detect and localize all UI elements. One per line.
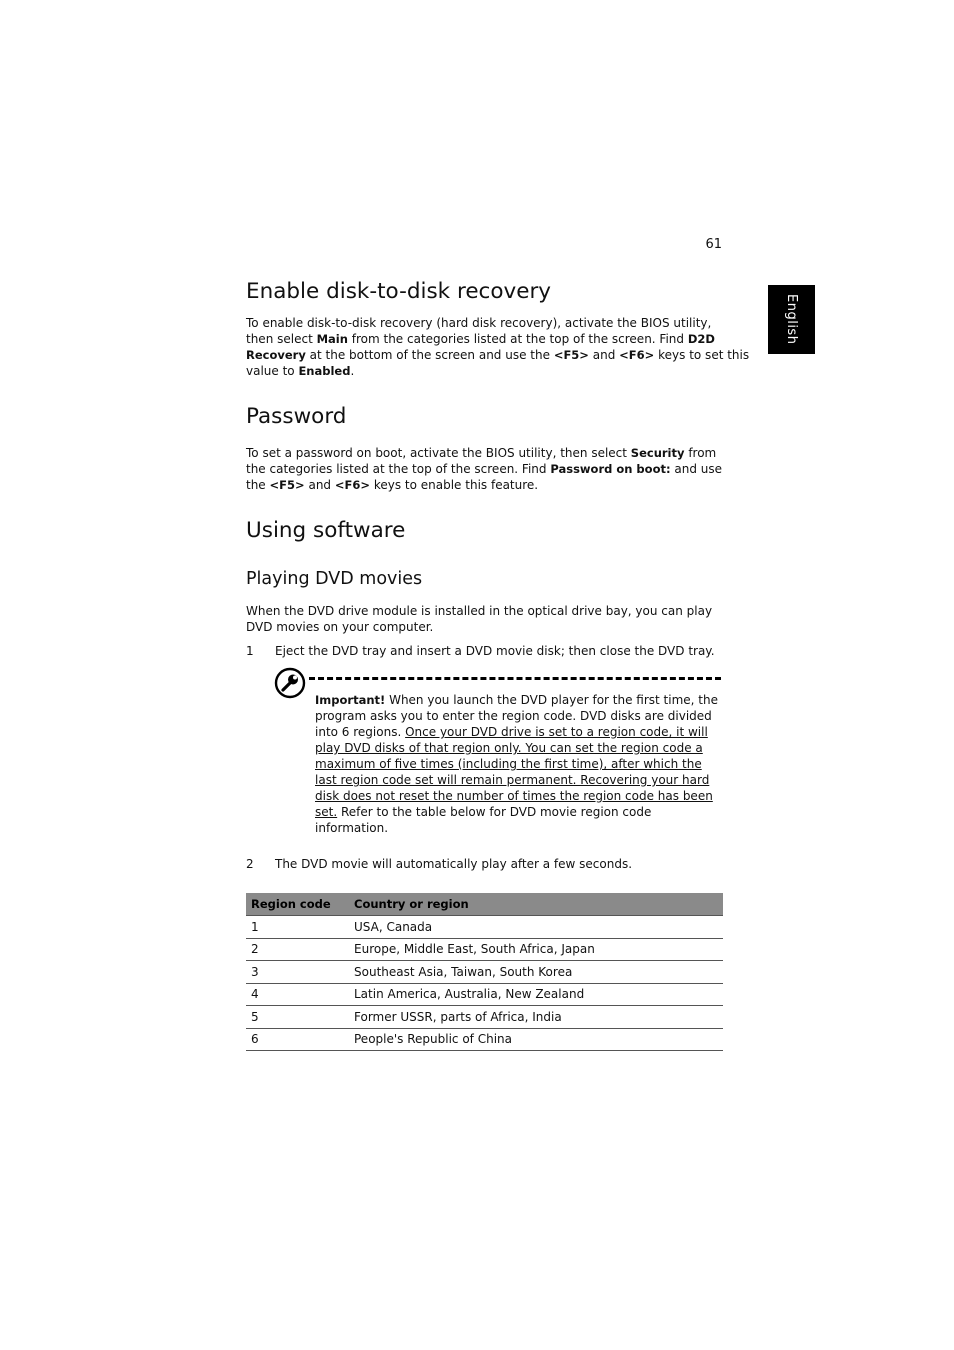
step-1-text: Eject the DVD tray and insert a DVD movie disk; then close the DVD tray. xyxy=(275,644,715,658)
section-title-d2d: Enable disk-to-disk recovery xyxy=(246,279,552,304)
important-wrench-icon xyxy=(274,667,306,699)
language-tab-label: English xyxy=(784,294,799,345)
section-title-software: Using software xyxy=(246,518,406,543)
important-label: Important! xyxy=(315,693,386,707)
region-code-table xyxy=(246,893,723,1051)
table-header-row xyxy=(246,893,723,916)
step-2-text: The DVD movie will automatically play after a few seconds. xyxy=(275,857,633,871)
subsection-title-dvd: Playing DVD movies xyxy=(246,569,423,589)
country-cell: Latin America, Australia, New Zealand xyxy=(349,983,723,1006)
country-cell: USA, Canada xyxy=(349,916,723,939)
country-cell: People's Republic of China xyxy=(349,1028,723,1051)
table-row xyxy=(246,1028,723,1051)
region-code-cell: 5 xyxy=(246,1006,349,1029)
note-divider xyxy=(309,677,721,680)
table-row xyxy=(246,961,723,984)
table-row xyxy=(246,1006,723,1029)
page-number: 61 xyxy=(705,237,722,252)
section-title-password: Password xyxy=(246,404,347,429)
d2d-paragraph: To enable disk-to-disk recovery (hard disk recovery), activate the BIOS utility, then select Main from the categories listed at the top of the screen. Find D2D Recovery at the bottom of the screen and use the <F5> and <F6> keys to set this value to Enabled. xyxy=(246,316,750,378)
region-code-cell: 3 xyxy=(246,961,349,984)
country-cell: Former USSR, parts of Africa, India xyxy=(349,1006,723,1029)
important-note: Important! When you launch the DVD player for the first time, the program asks you to enter the region code. DVD disks are divided into 6 regions. Once your DVD drive is set to a region code, it will play DVD disks of that region only. You can set the region code a maximum of five times (including the first time), after which the last region code set will remain permanent. Recovering your hard disk does not reset the number of times the region code has been set. Refer to the table below for DVD movie region code information. xyxy=(315,693,718,835)
column-header-country: Country or region xyxy=(349,893,723,916)
country-cell: Southeast Asia, Taiwan, South Korea xyxy=(349,961,723,984)
region-code-cell: 2 xyxy=(246,938,349,961)
dvd-intro-paragraph: When the DVD drive module is installed in the optical drive bay, you can play DVD movies on your computer. xyxy=(246,604,713,634)
country-cell: Europe, Middle East, South Africa, Japan xyxy=(349,938,723,961)
region-code-cell: 1 xyxy=(246,916,349,939)
table-row xyxy=(246,938,723,961)
step-1-number: 1 xyxy=(246,644,254,658)
language-tab xyxy=(768,285,815,354)
step-2-number: 2 xyxy=(246,857,254,871)
column-header-region-code: Region code xyxy=(246,893,349,916)
table-row xyxy=(246,983,723,1006)
region-code-cell: 6 xyxy=(246,1028,349,1051)
region-code-cell: 4 xyxy=(246,983,349,1006)
table-row xyxy=(246,916,723,939)
password-paragraph: To set a password on boot, activate the BIOS utility, then select Security from the categories listed at the top of the screen. Find Password on boot: and use the <F5> and <F6> keys to enable this feature. xyxy=(246,446,723,492)
